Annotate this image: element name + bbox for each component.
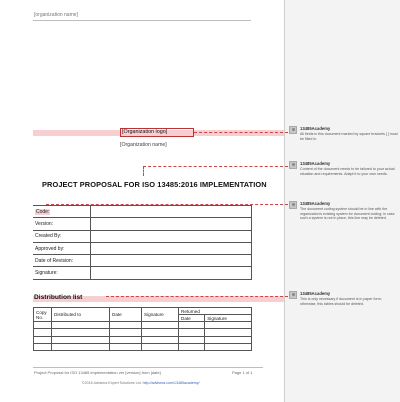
comment-author: 13485Academy — [300, 161, 331, 166]
table-row — [33, 218, 252, 230]
date-of-revision-value-cell[interactable] — [90, 255, 252, 267]
comment-leader-line — [46, 204, 288, 205]
table-row — [34, 336, 252, 343]
footer-divider — [33, 367, 263, 368]
comment-leader-line — [143, 166, 288, 167]
table-cell[interactable] — [179, 329, 205, 336]
comment-author: 13485Academy — [300, 291, 331, 296]
created-by-value-cell[interactable] — [90, 230, 252, 242]
date-header: Date — [110, 308, 142, 322]
version-label: Version: — [33, 218, 90, 230]
comment-author: 13485Academy — [300, 201, 331, 206]
copyright-link[interactable]: http://advisera.com/13485academy/ — [142, 381, 200, 385]
version-value-cell[interactable] — [90, 218, 252, 230]
distributed-to-header: Distributed to — [52, 308, 110, 322]
distribution-table — [33, 307, 252, 351]
header-divider — [33, 20, 251, 21]
table-cell[interactable] — [179, 336, 205, 343]
comment-leader-line — [194, 132, 288, 133]
table-cell[interactable] — [52, 343, 110, 350]
user-avatar-icon — [289, 126, 297, 134]
code-label-cell — [33, 206, 90, 218]
signature-label: Signature: — [33, 267, 90, 279]
table-cell[interactable] — [142, 336, 179, 343]
returned-header: Returned — [179, 308, 252, 315]
footer-document-info: Project Proposal for ISO 13485 implementation ver [version] from [date] — [34, 370, 161, 375]
user-avatar-icon — [289, 291, 297, 299]
document-info-table — [33, 205, 252, 280]
table-cell[interactable] — [110, 336, 142, 343]
organization-name-placeholder: [Organization name] — [120, 142, 167, 148]
table-row — [33, 242, 252, 254]
table-cell[interactable] — [179, 322, 205, 329]
table-cell[interactable] — [205, 322, 252, 329]
table-cell[interactable] — [34, 336, 52, 343]
code-label: Code: — [36, 208, 50, 215]
signature-header: Signature — [142, 308, 179, 322]
table-cell[interactable] — [142, 329, 179, 336]
footer-copyright — [82, 381, 200, 385]
created-by-label: Created By: — [33, 230, 90, 242]
user-avatar-icon — [289, 161, 297, 169]
approved-by-label: Approved by: — [33, 242, 90, 254]
table-row — [33, 230, 252, 242]
table-cell[interactable] — [34, 329, 52, 336]
table-row — [34, 322, 252, 329]
copy-no-header: Copy No. — [34, 308, 52, 322]
table-header-row — [34, 308, 252, 315]
table-cell[interactable] — [52, 329, 110, 336]
comment-text: The document coding system should be in line with the organization's existing system for document coding; in case such a system is not in place, this line may be deleted. — [300, 207, 395, 221]
document-title: PROJECT PROPOSAL FOR ISO 13485:2016 IMPLEMENTATION — [42, 180, 267, 189]
table-cell[interactable] — [142, 322, 179, 329]
table-row — [34, 343, 252, 350]
approved-by-value-cell[interactable] — [90, 242, 252, 254]
table-row — [34, 329, 252, 336]
returned-signature-header: Signature — [205, 315, 252, 322]
table-cell[interactable] — [52, 322, 110, 329]
comment-text: Content of the document needs to be tailored to your actual situation and requirements. Adapt it to your own needs. — [300, 167, 395, 176]
table-cell[interactable] — [110, 343, 142, 350]
distribution-list-heading: Distribution list — [34, 294, 83, 301]
comment-author: 13485Academy — [300, 126, 331, 131]
table-cell[interactable] — [179, 343, 205, 350]
code-value-cell[interactable] — [90, 206, 252, 218]
table-cell[interactable] — [34, 322, 52, 329]
table-cell[interactable] — [205, 336, 252, 343]
comment-text: This is only necessary if document is in paper form; otherwise, this tables should be deleted. — [300, 297, 382, 306]
table-row — [33, 255, 252, 267]
signature-value-cell[interactable] — [90, 267, 252, 279]
table-cell[interactable] — [205, 329, 252, 336]
comment-leader-line — [143, 166, 144, 176]
user-avatar-icon — [289, 201, 297, 209]
organization-logo-placeholder: [Organization logo] — [122, 129, 168, 135]
table-cell[interactable] — [142, 343, 179, 350]
comment-leader-line — [106, 296, 288, 297]
table-cell[interactable] — [34, 343, 52, 350]
table-cell[interactable] — [52, 336, 110, 343]
comment-text: All fields in this document marked by square brackets [ ] must be filled in. — [300, 132, 398, 141]
table-row — [33, 206, 252, 218]
copyright-text: ©2016 Advisera Expert Solutions Ltd. — [82, 381, 142, 385]
table-cell[interactable] — [110, 322, 142, 329]
returned-date-header: Date — [179, 315, 205, 322]
table-cell[interactable] — [110, 329, 142, 336]
header-org-name: [organization name] — [34, 12, 78, 18]
footer-page-number: Page 1 of 1 — [232, 370, 253, 375]
table-cell[interactable] — [205, 343, 252, 350]
date-of-revision-label: Date of Revision: — [33, 255, 90, 267]
table-row — [33, 267, 252, 279]
